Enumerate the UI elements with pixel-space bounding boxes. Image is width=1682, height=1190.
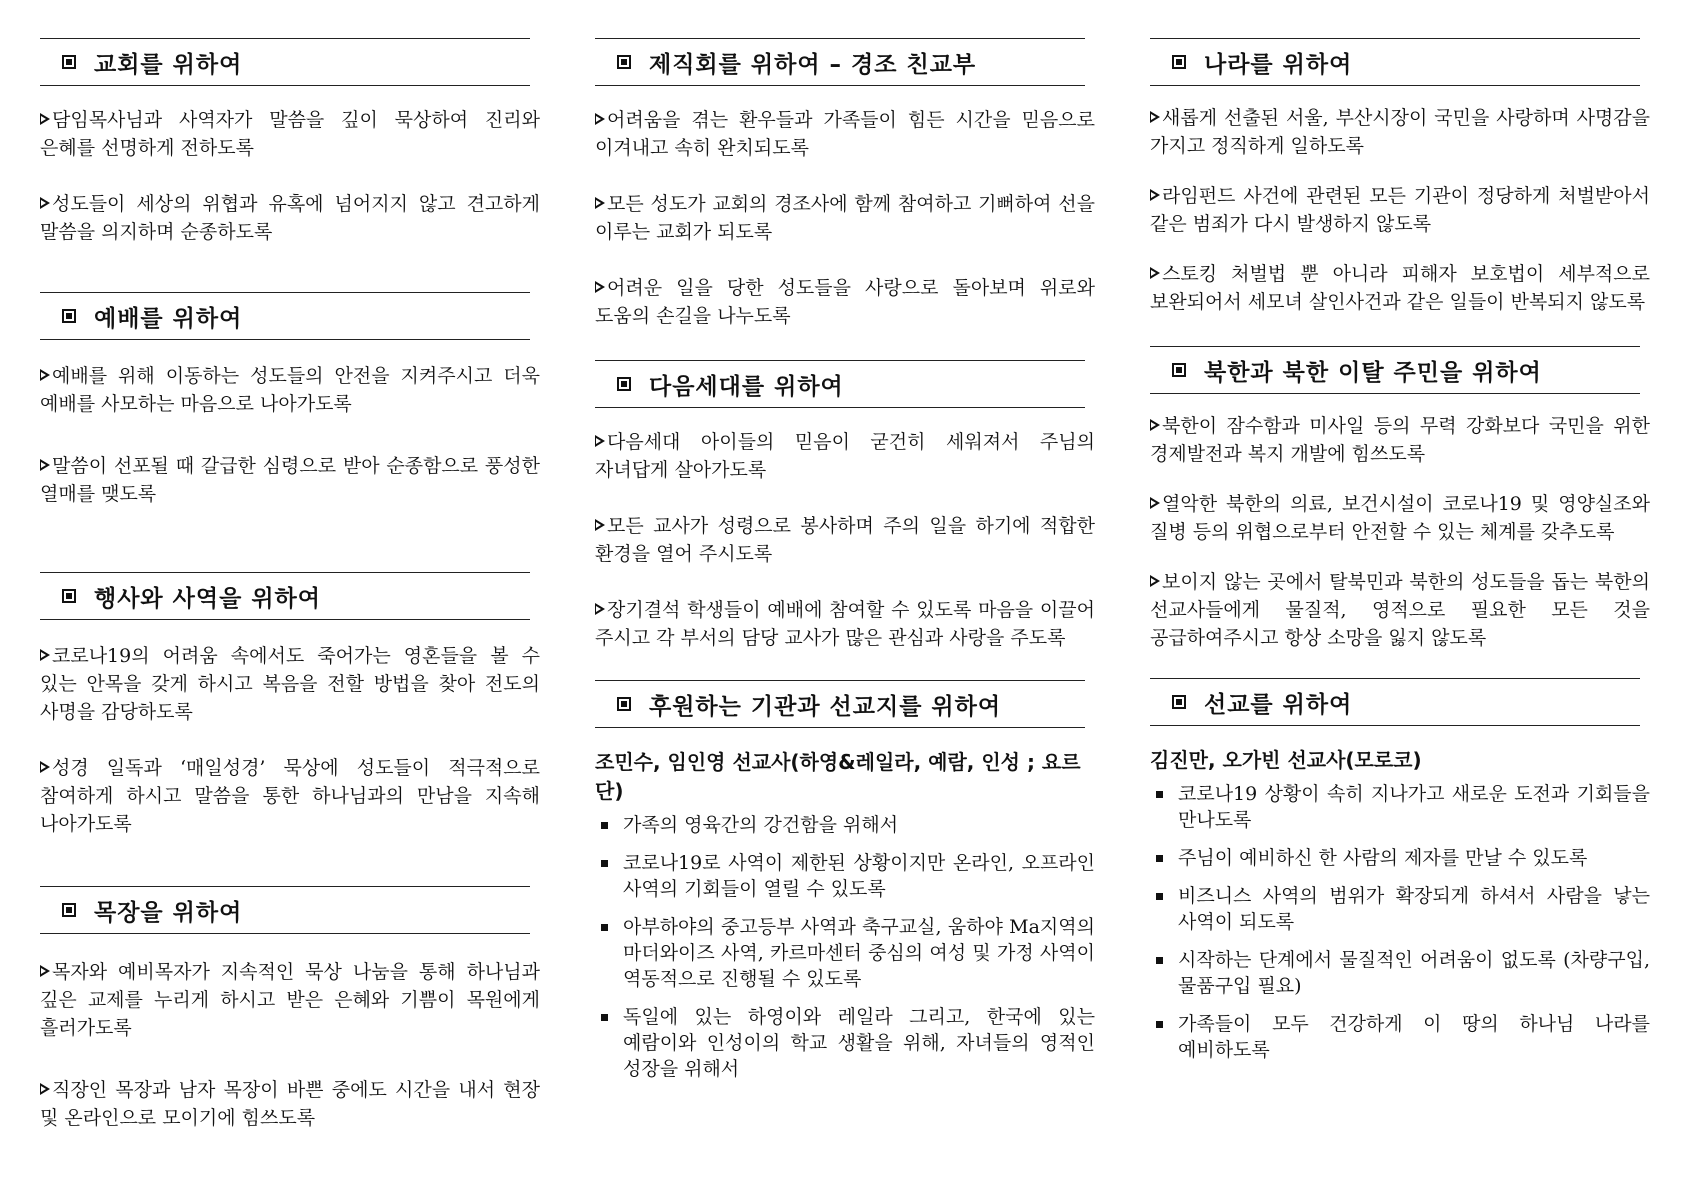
missionary-prayer-list	[1150, 781, 1650, 1063]
prayer-item: 예배를 위해 이동하는 성도들의 안전을 지켜주시고 더욱 예배를 사모하는 마음으로 나아가도록	[40, 365, 540, 415]
heading-text: 예배를 위하여	[94, 305, 243, 332]
triangle-bullet-icon	[40, 113, 50, 125]
list-item: 가족의 영육간의 강건함을 위해서	[595, 812, 1095, 838]
list-item: 비즈니스 사역의 범위가 확장되게 하셔서 사람을 낳는 사역이 되도록	[1150, 883, 1650, 935]
triangle-bullet-icon	[40, 459, 50, 471]
triangle-bullet-icon	[40, 369, 50, 381]
square-bullet-icon	[601, 860, 608, 867]
section-heading	[1150, 38, 1640, 86]
square-bullet-icon	[62, 589, 76, 603]
prayer-item: 어려움을 겪는 환우들과 가족들이 힘든 시간을 믿음으로 이겨내고 속히 완치되도록	[595, 109, 1095, 159]
heading-text: 교회를 위하여	[94, 51, 243, 78]
heading-text: 목장을 위하여	[94, 899, 243, 926]
prayer-item: 목자와 예비목자가 지속적인 묵상 나눔을 통해 하나님과 깊은 교제를 누리게 하시고 받은 은혜와 기쁨이 목원에게 흘러가도록	[40, 961, 540, 1039]
square-bullet-icon	[1156, 855, 1163, 862]
prayer-item: 말씀이 선포될 때 갈급한 심령으로 받아 순종함으로 풍성한 열매를 맺도록	[40, 455, 540, 505]
prayer-item: 장기결석 학생들이 예배에 참여할 수 있도록 마음을 이끌어 주시고 각 부서의 담당 교사가 많은 관심과 사랑을 주도록	[595, 599, 1095, 649]
heading-text: 나라를 위하여	[1204, 51, 1353, 78]
prayer-item: 성도들이 세상의 위협과 유혹에 넘어지지 않고 견고하게 말씀을 의지하며 순종하도록	[40, 193, 540, 243]
prayer-item: 라임펀드 사건에 관련된 모든 기관이 정당하게 처벌받아서 같은 범죄가 다시 발생하지 않도록	[1150, 185, 1650, 235]
heading-text: 제직회를 위하여 – 경조 친교부	[649, 51, 977, 78]
square-bullet-icon	[62, 309, 76, 323]
square-bullet-icon	[1172, 363, 1186, 377]
section-church	[40, 38, 540, 292]
prayer-item: 담임목사님과 사역자가 말씀을 깊이 묵상하여 진리와 은혜를 선명하게 전하도록	[40, 109, 540, 159]
prayer-item: 코로나19의 어려움 속에서도 죽어가는 영혼들을 볼 수 있는 안목을 갖게 하시고 복음을 전할 방법을 찾아 전도의 사명을 감당하도록	[40, 645, 540, 723]
square-bullet-icon	[617, 377, 631, 391]
triangle-bullet-icon	[595, 435, 605, 447]
section-heading	[1150, 346, 1640, 394]
section-heading	[1150, 678, 1640, 726]
triangle-bullet-icon	[40, 1083, 50, 1095]
square-bullet-icon	[601, 924, 608, 931]
prayer-item: 열악한 북한의 의료, 보건시설이 코로나19 및 영양실조와 질병 등의 위협으로부터 안전할 수 있는 체계를 갖추도록	[1150, 493, 1650, 543]
section-worship	[40, 292, 540, 572]
section-heading	[40, 886, 530, 934]
section-missions-support	[595, 680, 1095, 1082]
section-north-korea	[1150, 346, 1650, 678]
triangle-bullet-icon	[40, 197, 50, 209]
heading-text: 후원하는 기관과 선교지를 위하여	[649, 693, 1002, 720]
triangle-bullet-icon	[595, 281, 605, 293]
section-missions	[1150, 678, 1650, 1063]
triangle-bullet-icon	[1150, 497, 1160, 509]
square-bullet-icon	[601, 822, 608, 829]
list-item: 코로나19로 사역이 제한된 상황이지만 온라인, 오프라인 사역의 기회들이 열릴 수 있도록	[595, 850, 1095, 902]
triangle-bullet-icon	[595, 197, 605, 209]
column-1	[40, 38, 540, 1172]
square-bullet-icon	[1172, 55, 1186, 69]
prayer-item: 다음세대 아이들의 믿음이 굳건히 세워져서 주님의 자녀답게 살아가도록	[595, 431, 1095, 481]
list-item: 코로나19 상황이 속히 지나가고 새로운 도전과 기회들을 만나도록	[1150, 781, 1650, 833]
square-bullet-icon	[1156, 791, 1163, 798]
section-heading	[595, 680, 1085, 728]
section-cell-group	[40, 886, 540, 1172]
prayer-item: 스토킹 처벌법 뿐 아니라 피해자 보호법이 세부적으로 보완되어서 세모녀 살인사건과 같은 일들이 반복되지 않도록	[1150, 263, 1650, 313]
square-bullet-icon	[601, 1014, 608, 1021]
prayer-item: 보이지 않는 곳에서 탈북민과 북한의 성도들을 돕는 북한의 선교사들에게 물질적, 영적으로 필요한 모든 것을 공급하여주시고 항상 소망을 잃지 않도록	[1150, 571, 1650, 649]
prayer-item: 북한이 잠수함과 미사일 등의 무력 강화보다 국민을 위한 경제발전과 복지 개발에 힘쓰도록	[1150, 415, 1650, 465]
column-2	[595, 38, 1095, 1094]
section-heading	[40, 38, 530, 86]
list-item: 시작하는 단계에서 물질적인 어려움이 없도록 (차량구입, 물품구입 필요)	[1150, 947, 1650, 999]
list-item: 주님이 예비하신 한 사람의 제자를 만날 수 있도록	[1150, 845, 1650, 871]
heading-text: 북한과 북한 이탈 주민을 위하여	[1204, 359, 1542, 386]
prayer-item: 모든 성도가 교회의 경조사에 함께 참여하고 기뻐하여 선을 이루는 교회가 되도록	[595, 193, 1095, 243]
heading-text: 행사와 사역을 위하여	[94, 585, 321, 612]
triangle-bullet-icon	[1150, 575, 1160, 587]
prayer-item: 새롭게 선출된 서울, 부산시장이 국민을 사랑하며 사명감을 가지고 정직하게 일하도록	[1150, 107, 1650, 157]
section-heading	[40, 572, 530, 620]
square-bullet-icon	[1172, 695, 1186, 709]
triangle-bullet-icon	[40, 965, 50, 977]
square-bullet-icon	[617, 697, 631, 711]
triangle-bullet-icon	[1150, 111, 1160, 123]
square-bullet-icon	[62, 55, 76, 69]
section-heading	[40, 292, 530, 340]
list-item: 아부하야의 중고등부 사역과 축구교실, 움하야 Ma지역의 마더와이즈 사역, 카르마센터 중심의 여성 및 가정 사역이 역동적으로 진행될 수 있도록	[595, 914, 1095, 992]
square-bullet-icon	[62, 903, 76, 917]
missionary-prayer-list	[595, 812, 1095, 1082]
prayer-item: 모든 교사가 성령으로 봉사하며 주의 일을 하기에 적합한 환경을 열어 주시도록	[595, 515, 1095, 565]
triangle-bullet-icon	[40, 649, 50, 661]
triangle-bullet-icon	[40, 761, 50, 773]
triangle-bullet-icon	[595, 603, 605, 615]
triangle-bullet-icon	[1150, 189, 1160, 201]
prayer-item: 직장인 목장과 남자 목장이 바쁜 중에도 시간을 내서 현장 및 온라인으로 모이기에 힘쓰도록	[40, 1079, 540, 1129]
prayer-item: 어려운 일을 당한 성도들을 사랑으로 돌아보며 위로와 도움의 손길을 나누도록	[595, 277, 1095, 327]
prayer-item: 성경 일독과 ‘매일성경’ 묵상에 성도들이 적극적으로 참여하게 하시고 말씀을 통한 하나님과의 만남을 지속해 나아가도록	[40, 757, 540, 835]
section-heading	[595, 360, 1085, 408]
heading-text: 선교를 위하여	[1204, 691, 1353, 718]
list-item: 독일에 있는 하영이와 레일라 그리고, 한국에 있는 예람이와 인성이의 학교 생활을 위해, 자녀들의 영적인 성장을 위해서	[595, 1004, 1095, 1082]
square-bullet-icon	[1156, 1021, 1163, 1028]
triangle-bullet-icon	[1150, 267, 1160, 279]
square-bullet-icon	[617, 55, 631, 69]
missionary-name: 조민수, 임인영 선교사(하영&레일라, 예람, 인성 ; 요르단)	[595, 750, 1081, 803]
section-nation	[1150, 38, 1650, 346]
section-heading	[595, 38, 1085, 86]
heading-text: 다음세대를 위하여	[649, 373, 844, 400]
square-bullet-icon	[1156, 957, 1163, 964]
section-next-generation	[595, 360, 1095, 680]
section-events	[40, 572, 540, 886]
column-3	[1150, 38, 1650, 1075]
triangle-bullet-icon	[1150, 419, 1160, 431]
triangle-bullet-icon	[595, 519, 605, 531]
list-item: 가족들이 모두 건강하게 이 땅의 하나님 나라를 예비하도록	[1150, 1011, 1650, 1063]
square-bullet-icon	[1156, 893, 1163, 900]
section-deacons	[595, 38, 1095, 360]
triangle-bullet-icon	[595, 113, 605, 125]
missionary-name: 김진만, 오가빈 선교사(모로코)	[1150, 748, 1422, 772]
